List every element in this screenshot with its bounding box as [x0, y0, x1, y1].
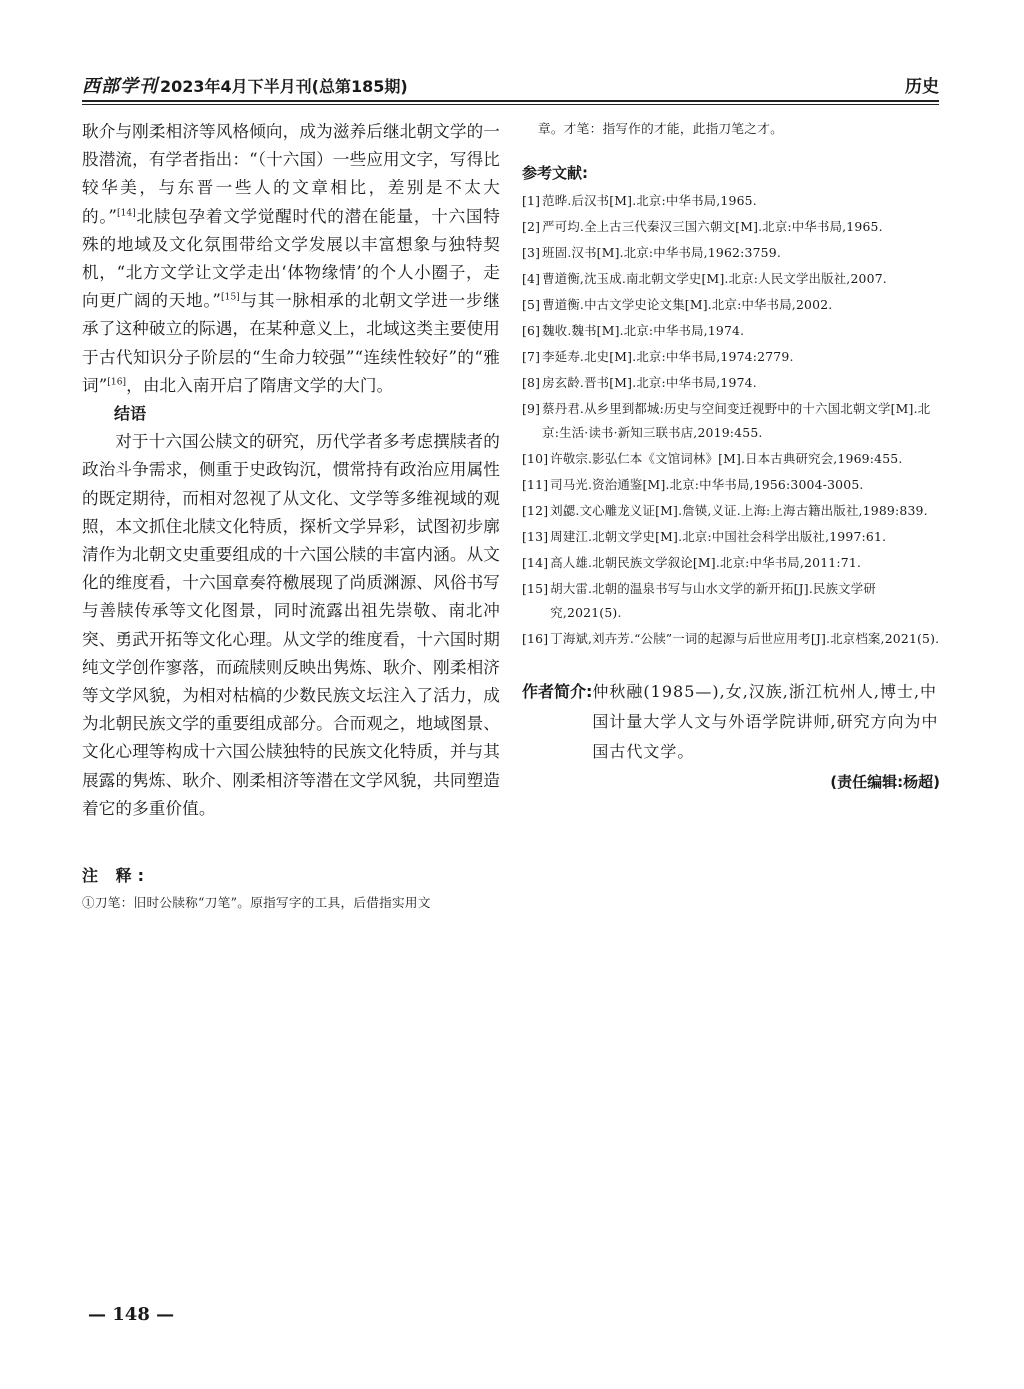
note-item: ①刀笔：旧时公牍称“刀笔”。原指写字的工具，后借指实用文 — [82, 895, 431, 911]
reference-item — [522, 319, 940, 343]
reference-item — [522, 525, 940, 549]
reference-item — [522, 241, 940, 265]
reference-item — [522, 577, 940, 625]
reference-text: 高人雄.北朝民族文学叙论[M].北京:中华书局,2011:71. — [550, 555, 862, 570]
reference-item — [522, 371, 940, 395]
reference-item — [522, 215, 940, 239]
reference-number: [14] — [522, 555, 549, 570]
reference-text: 曹道衡,沈玉成.南北朝文学史[M].北京:人民文学出版社,2007. — [542, 271, 887, 286]
author-bio — [522, 677, 940, 767]
left-column — [82, 118, 500, 914]
reference-number: [16] — [522, 631, 549, 646]
reference-item — [522, 473, 940, 497]
reference-number: [3] — [522, 245, 541, 260]
reference-number: [11] — [522, 477, 549, 492]
paragraph-segment: 北牍包孕着文学觉醒时代的潜在能量，十六国特殊的地域及文化氛围带给文学发展以丰富想象与独特契机，“北方文学让文学走出‘体物缘情’的个人小圈子，走向更广阔的天地。” — [82, 206, 500, 311]
reference-text: 周建江.北朝文学史[M].北京:中国社会科学出版社,1997:61. — [550, 529, 887, 544]
reference-number: [8] — [522, 375, 541, 390]
paragraph-segment: ，由北入南开启了隋唐文学的大门。 — [126, 375, 394, 395]
reference-text: 刘勰.文心雕龙义证[M].詹锳,义证.上海:上海古籍出版社,1989:839. — [550, 503, 928, 518]
reference-text: 许敬宗.影弘仁本《文馆词林》[M].日本古典研究会,1969:455. — [550, 451, 903, 466]
reference-item — [522, 293, 940, 317]
note-continuation: 章。才笔：指写作的才能，此指刀笔之才。 — [538, 121, 783, 136]
paragraph-segment: 耿介与刚柔相济等风格倾向，成为滋养后继北朝文学的一股潜流，有学者指出：“（十六国）一些应用文字，写得比较华美，与东晋一些人的文章相比，差别是不太大的。” — [82, 122, 500, 226]
body-paragraph-continued — [82, 118, 500, 400]
reference-number: [4] — [522, 271, 541, 286]
reference-item — [522, 627, 940, 651]
author-text: 仲秋融(1985—),女,汉族,浙江杭州人,博士,中国计量大学人文与外语学院讲师,研究方向为中国古代文学。 — [592, 682, 939, 761]
reference-text: 严可均.全上古三代秦汉三国六朝文[M].北京:中华书局,1965. — [542, 219, 883, 234]
citation-marker: [14] — [116, 208, 136, 219]
reference-number: [12] — [522, 503, 549, 518]
running-header — [82, 70, 939, 100]
citation-marker: [15] — [221, 292, 240, 303]
reference-number: [5] — [522, 297, 541, 312]
journal-info — [82, 72, 408, 98]
reference-item — [522, 345, 940, 369]
reference-item — [522, 189, 940, 213]
responsible-editor: (责任编辑:杨超) — [830, 773, 940, 791]
reference-number: [13] — [522, 529, 549, 544]
reference-list — [522, 189, 940, 651]
author-label: 作者简介: — [522, 682, 593, 701]
reference-number: [10] — [522, 451, 549, 466]
header-rule — [82, 100, 939, 102]
journal-issue: 2023年4月下半月刊(总第185期) — [160, 77, 408, 96]
reference-number: [7] — [522, 349, 541, 364]
reference-number: [9] — [522, 401, 541, 416]
citation-marker: [16] — [107, 377, 127, 388]
journal-logo: 西部学刊 — [82, 76, 158, 97]
reference-text: 房玄龄.晋书[M].北京:中华书局,1974. — [542, 375, 757, 390]
reference-text: 丁海斌,刘卉芳.“公牍”一词的起源与后世应用考[J].北京档案,2021(5). — [550, 631, 940, 646]
section-label: 历史 — [905, 77, 939, 97]
reference-text: 李延寿.北史[M].北京:中华书局,1974:2779. — [542, 349, 794, 364]
reference-text: 班固.汉书[M].北京:中华书局,1962:3759. — [542, 245, 781, 260]
reference-text: 魏收.魏书[M].北京:中华书局,1974. — [542, 323, 745, 338]
reference-item — [522, 397, 940, 445]
conclusion-heading: 结语 — [114, 404, 147, 424]
reference-text: 司马光.资治通鉴[M].北京:中华书局,1956:3004-3005. — [550, 477, 864, 492]
right-column — [522, 118, 940, 792]
reference-text: 蔡丹君.从乡里到都城:历史与空间变迁视野中的十六国北朝文学[M].北京:生活·读书·新知三联书店,2019:455. — [542, 401, 931, 440]
header-rule-thin — [82, 104, 939, 105]
page-number: — 148 — — [88, 1304, 175, 1325]
reference-text: 胡大雷.北朝的温泉书写与山水文学的新开拓[J].民族文学研究,2021(5). — [550, 581, 876, 620]
notes-title: 注 释: — [82, 866, 150, 886]
reference-number: [1] — [522, 193, 541, 208]
reference-number: [6] — [522, 323, 541, 338]
reference-item — [522, 267, 940, 291]
reference-item — [522, 447, 940, 471]
references-title: 参考文献: — [522, 164, 588, 182]
paragraph-segment: 与其一脉相承的北朝文学进一步继承了这种破立的际遇，在某种意义上，北域这类主要使用于古代知识分子阶层的“生命力较强”“连续性较好”的“雅词” — [82, 291, 500, 395]
reference-item — [522, 551, 940, 575]
reference-number: [15] — [522, 581, 549, 596]
conclusion-paragraph: 对于十六国公牍文的研究，历代学者多考虑撰牍者的政治斗争需求，侧重于史政钩沉，惯常持有政治应用属性的既定期待，而相对忽视了从文化、文学等多维视域的观照，本文抓住北牍文化特质，探析文学异彩，试图初步廓清作为北朝文史重要组成的十六国公牍的丰富内涵。从文化的维度看，十六国章奏符檄展现了尚质渊源、风俗书写与善牍传承等文化图景，同时流露出祖先崇敬、南北冲突、勇武开拓等文化心理。从文学的维度看，十六国时期纯文学创作寥落，而疏牍则反映出隽炼、耿介、刚柔相济等文学风貌，为相对枯槁的少数民族文坛注入了活力，成为北朝民族文学的重要组成部分。合而观之，地域图景、文化心理等构成十六国公牍独特的民族文化特质，并与其展露的隽炼、耿介、刚柔相济等潜在文学风貌，共同塑造着它的多重价值。 — [82, 432, 500, 818]
reference-item — [522, 499, 940, 523]
reference-number: [2] — [522, 219, 541, 234]
body-text — [82, 118, 500, 823]
reference-text: 范晔.后汉书[M].北京:中华书局,1965. — [542, 193, 757, 208]
reference-text: 曹道衡.中古文学史论文集[M].北京:中华书局,2002. — [542, 297, 833, 312]
